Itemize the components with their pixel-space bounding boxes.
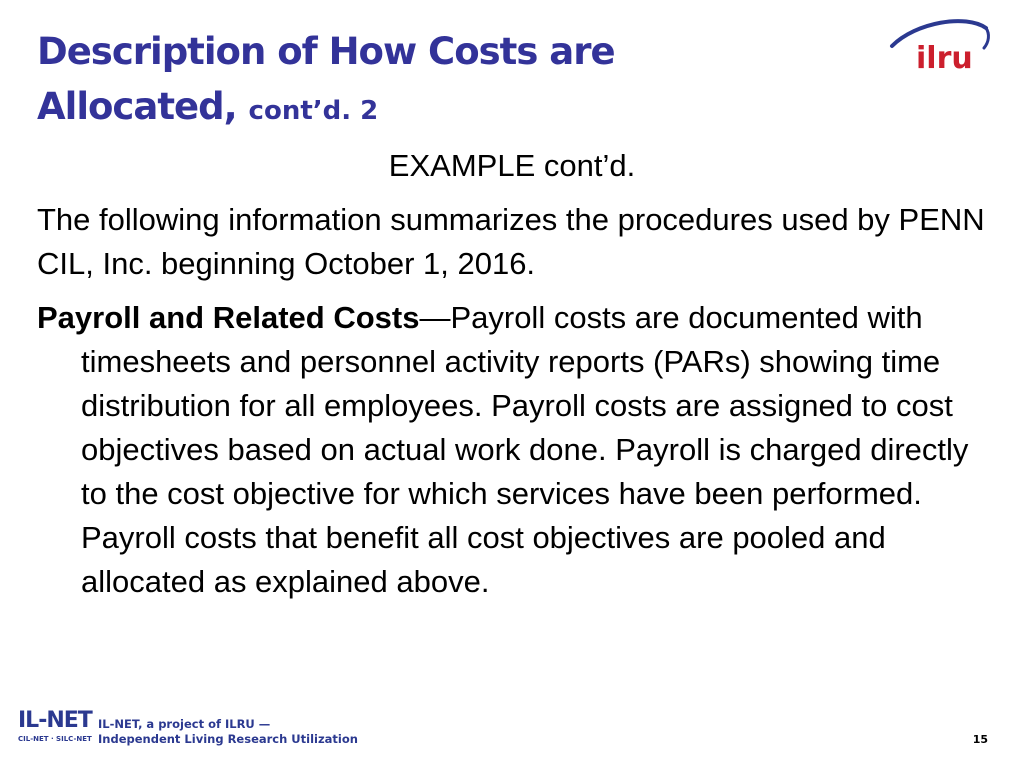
payroll-paragraph bbox=[37, 296, 997, 604]
il-net-logo-subtext: CIL-NET · SILC-NET bbox=[18, 735, 92, 743]
intro-paragraph: The following information summarizes the procedures used by PENN CIL, Inc. beginning October 1, 2016. bbox=[37, 202, 985, 281]
title-line-1: Description of How Costs are bbox=[37, 30, 615, 73]
page-number: 15 bbox=[972, 733, 988, 746]
title-allocated: Allocated, bbox=[37, 85, 237, 128]
slide-title bbox=[37, 24, 615, 139]
il-net-logo bbox=[18, 708, 92, 744]
footer-line-1: IL-NET, a project of ILRU — bbox=[98, 717, 271, 731]
payroll-heading: Payroll and Related Costs bbox=[37, 300, 420, 335]
ilru-logo bbox=[886, 16, 992, 72]
footer-credit bbox=[98, 717, 358, 747]
ilru-logo-text: ilru bbox=[916, 41, 973, 72]
title-line-2 bbox=[37, 79, 615, 139]
title-subtitle: cont’d. 2 bbox=[248, 96, 379, 126]
payroll-body: —Payroll costs are documented with timesheets and personnel activity reports (PARs) showing time distribution for all employees. Payroll costs are assigned to cost objectives based on actual work done. Payroll is charged directly to the cost objective for which services have been performed. Payroll costs that benefit all cost objectives are pooled and allocated as explained above. bbox=[81, 300, 969, 599]
footer-line-2: Independent Living Research Utilization bbox=[98, 732, 358, 746]
il-net-logo-text: IL-NET bbox=[18, 708, 92, 733]
example-heading: EXAMPLE cont’d. bbox=[388, 148, 636, 183]
